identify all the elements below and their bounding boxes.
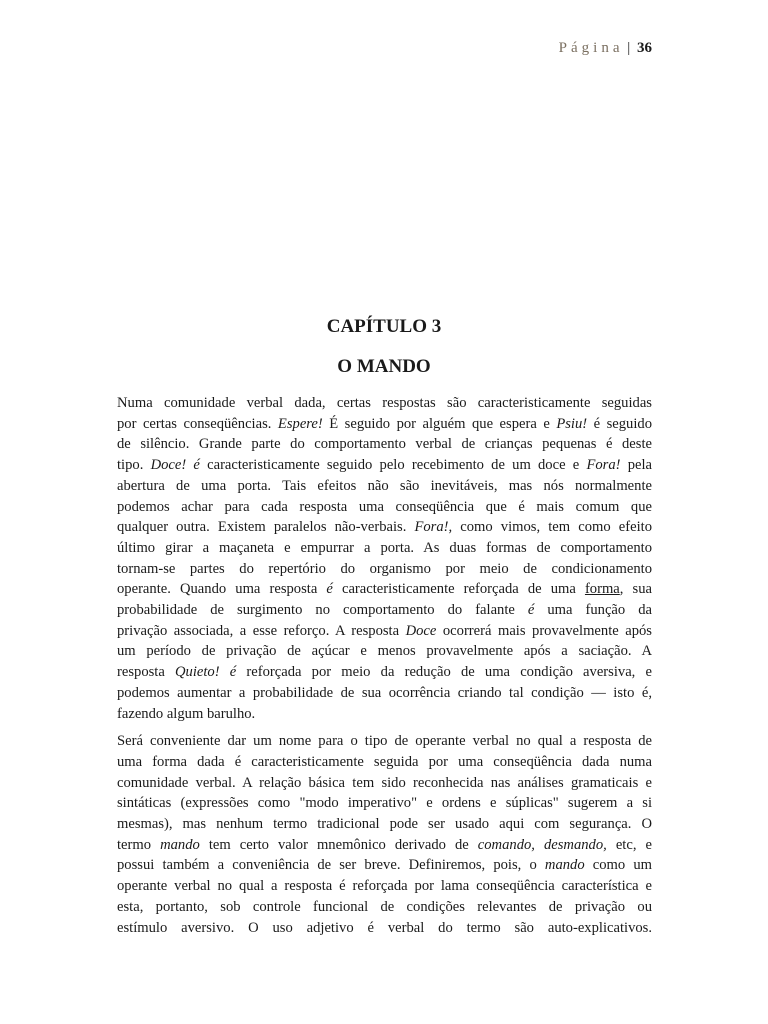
text-run: possui também a conveniência de ser breve. Definiremos, pois, o — [117, 857, 545, 874]
text-run: caracteristicamente seguido pelo recebimento de um doce e — [199, 457, 587, 474]
header-separator: | — [627, 40, 631, 56]
text-run: Numa comunidade verbal dada, certas respostas são caracteristicamente seguidas — [117, 395, 652, 411]
text-line — [117, 393, 652, 414]
text-run: comunidade verbal. A relação básica tem sido reconhecida nas análises gramaticais e — [117, 774, 652, 791]
text-run: pela — [620, 457, 653, 474]
underlined-text: forma — [584, 581, 620, 598]
paragraph — [117, 731, 652, 938]
text-run: tornam-se partes do repertório do organismo por meio de condicionamento — [117, 560, 652, 577]
text-line — [117, 793, 652, 814]
text-run: tem certo valor mnemônico derivado de — [199, 836, 478, 853]
text-run: de silêncio. Grande parte do comportamento verbal de crianças pequenas é deste — [117, 436, 652, 453]
text-line — [117, 897, 652, 918]
text-line — [117, 876, 652, 897]
italic-text: Doce! é — [150, 457, 200, 474]
text-line — [117, 662, 652, 683]
text-run: , sua — [619, 581, 652, 598]
text-line — [117, 814, 652, 835]
page-number: 36 — [637, 40, 652, 56]
text-run: ocorrerá mais provavelmente após — [436, 622, 652, 639]
text-run: etc, e — [606, 836, 652, 853]
italic-text: Espere! — [277, 415, 323, 432]
text-run: probabilidade de surgimento no comportamento do falante — [117, 602, 528, 619]
italic-text: mando — [544, 857, 585, 874]
text-line — [117, 704, 652, 725]
text-run: último girar a maçaneta e empurrar a porta. As duas formas de comportamento — [117, 539, 652, 556]
text-line — [117, 918, 652, 939]
text-line — [117, 538, 652, 559]
text-run: uma forma dada é caracteristicamente seguida por uma conseqüência dada numa — [117, 753, 652, 770]
text-run: resposta — [117, 664, 175, 681]
text-line — [117, 773, 652, 794]
chapter-body — [117, 393, 652, 945]
italic-text: é — [527, 602, 535, 619]
text-run: podemos achar para cada resposta uma conseqüência que é mais comum que — [117, 498, 652, 515]
italic-text: comando, desmando, — [477, 836, 607, 853]
text-run: como um — [584, 857, 652, 874]
text-run: é seguido — [587, 415, 653, 432]
chapter-number: CAPÍTULO 3 — [326, 316, 442, 337]
italic-text: é — [326, 581, 333, 598]
italic-text: Psiu! — [556, 415, 588, 432]
text-run: É seguido por alguém que espera e — [322, 415, 557, 432]
text-line — [117, 414, 652, 435]
italic-text: mando — [160, 836, 200, 853]
page-label: Página — [558, 40, 624, 56]
text-line — [117, 476, 652, 497]
text-run: qualquer outra. Existem paralelos não-verbais. — [117, 519, 415, 536]
text-line — [117, 559, 652, 580]
text-run: termo — [117, 836, 161, 853]
text-line — [117, 855, 652, 876]
text-run: esta, portanto, sob controle funcional de condições relevantes de privação ou — [117, 898, 652, 915]
text-line — [117, 835, 652, 856]
text-run: tipo. — [117, 457, 151, 474]
text-line — [117, 579, 652, 600]
text-run: Será conveniente dar um nome para o tipo de operante verbal no qual a resposta de — [117, 733, 652, 750]
text-run: como vimos, tem como efeito — [452, 519, 652, 536]
italic-text: Quieto! é — [175, 664, 237, 681]
text-line — [117, 497, 652, 518]
text-run: operante verbal no qual a resposta é reforçada por lama conseqüência característica e — [117, 878, 652, 895]
text-line — [117, 455, 652, 476]
text-line — [117, 621, 652, 642]
text-run: operante. Quando uma resposta — [117, 581, 327, 598]
text-run: fazendo algum barulho. — [117, 705, 256, 722]
text-run: caracteristicamente reforçada de uma — [332, 581, 585, 598]
text-run: abertura de uma porta. Tais efeitos não são inevitáveis, mas nós normalmente — [117, 477, 652, 494]
text-line — [117, 517, 652, 538]
text-run: privação associada, a esse reforço. A resposta — [117, 622, 406, 639]
italic-text: Doce — [405, 622, 437, 639]
italic-text: Fora! — [586, 457, 621, 474]
text-run: por certas conseqüências. — [117, 415, 278, 432]
text-line — [117, 752, 652, 773]
text-run: reforçada por meio da redução de uma condição aversiva, e — [236, 664, 652, 681]
text-run: mesmas), mas nenhum termo tradicional pode ser usado aqui com segurança. O — [117, 816, 652, 833]
text-run: uma função da — [534, 602, 652, 619]
text-run: um período de privação de açúcar e menos provavelmente após a saciação. A — [117, 643, 652, 660]
paragraph — [117, 393, 652, 724]
text-line — [117, 434, 652, 455]
text-line — [117, 600, 652, 621]
text-line — [117, 731, 652, 752]
page-header — [559, 40, 652, 57]
text-line — [117, 641, 652, 662]
text-line — [117, 683, 652, 704]
text-run: sintáticas (expressões como "modo imperativo" e ordens e súplicas" sugerem a si — [117, 795, 652, 812]
text-run: estímulo aversivo. O uso adjetivo é verbal do termo são auto-explicativos. — [117, 919, 652, 936]
text-run: podemos aumentar a probabilidade de sua ocorrência criando tal condição — isto é, — [117, 684, 652, 701]
italic-text: Fora!, — [414, 519, 453, 536]
chapter-title: O MANDO — [337, 356, 431, 377]
